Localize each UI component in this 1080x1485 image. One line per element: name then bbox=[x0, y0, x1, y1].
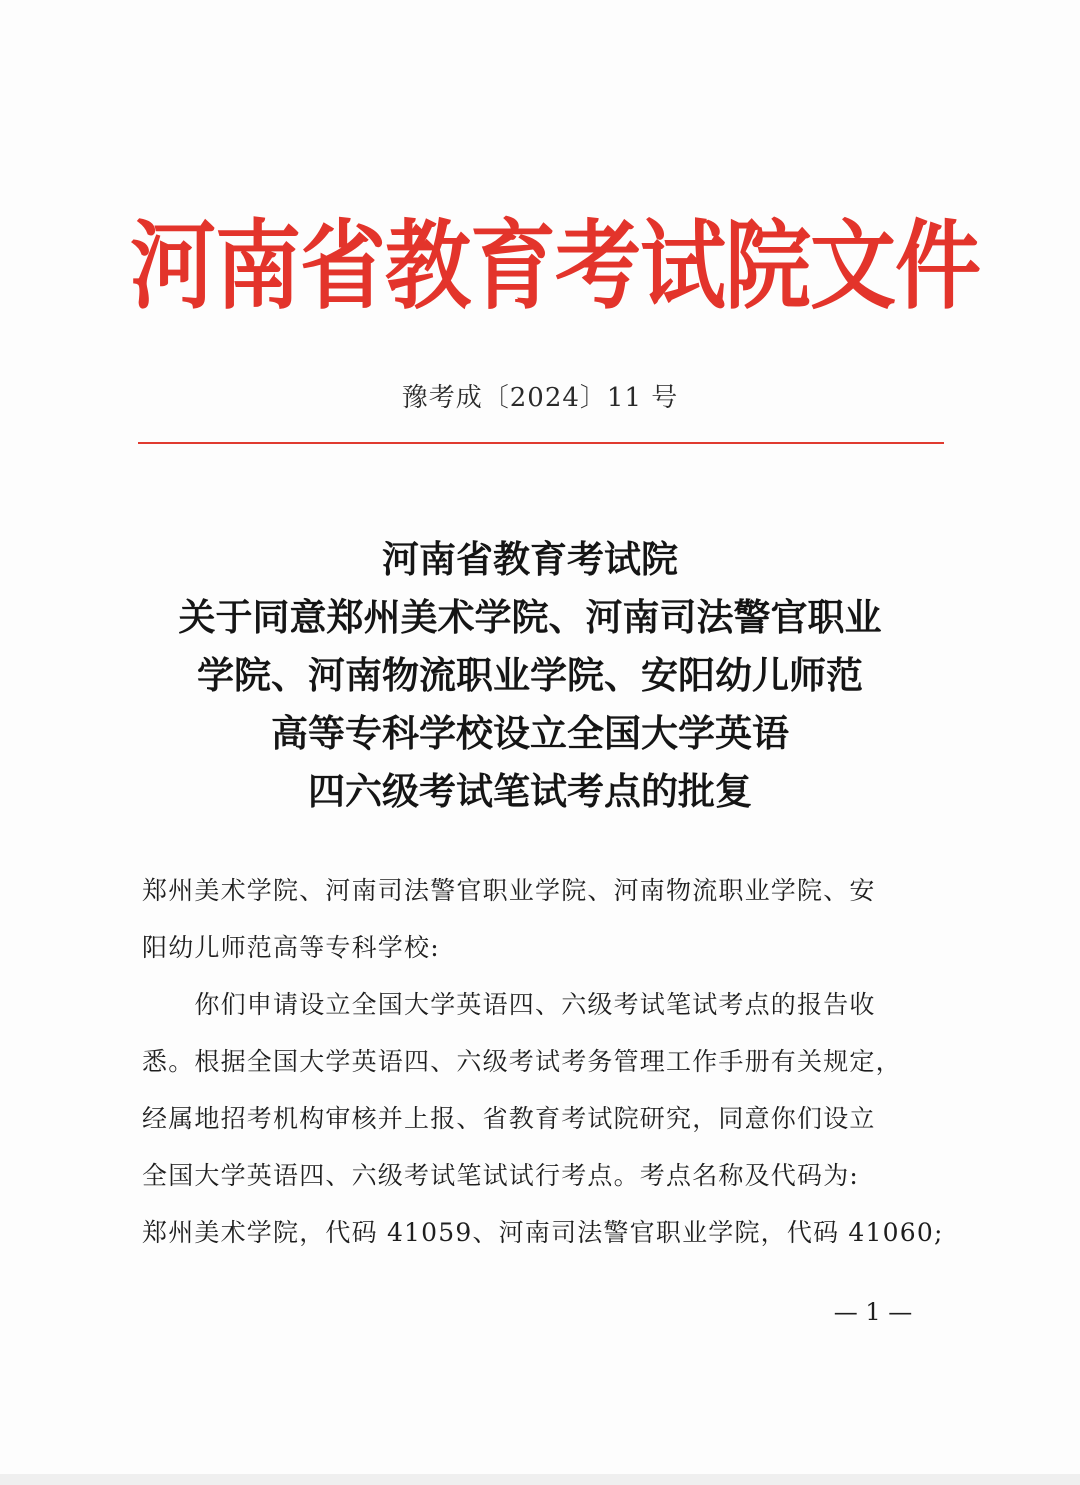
document-title bbox=[130, 530, 930, 820]
body-line-5: 经属地招考机构审核并上报、省教育考试院研究，同意你们设立 bbox=[142, 1104, 876, 1133]
title-line-4: 高等专科学校设立全国大学英语 bbox=[271, 711, 789, 755]
title-line-2: 关于同意郑州美术学院、河南司法警官职业 bbox=[178, 595, 882, 639]
body-line-7: 郑州美术学院，代码 41059、河南司法警官职业学院，代码 41060; bbox=[142, 1218, 944, 1247]
red-divider-line bbox=[138, 442, 944, 444]
page-number: — 1 — bbox=[833, 1298, 913, 1326]
body-line-6: 全国大学英语四、六级考试笔试试行考点。考点名称及代码为: bbox=[142, 1161, 860, 1190]
title-line-5: 四六级考试笔试考点的批复 bbox=[308, 769, 752, 813]
document-body bbox=[142, 862, 944, 1261]
document-header-title: 河南省教育考试院文件 bbox=[130, 210, 980, 324]
body-line-2: 阳幼儿师范高等专科学校: bbox=[142, 933, 440, 962]
body-line-4: 悉。根据全国大学英语四、六级考试考务管理工作手册有关规定， bbox=[142, 1047, 902, 1076]
body-line-3: 你们申请设立全国大学英语四、六级考试笔试考点的报告收 bbox=[142, 990, 876, 1019]
body-line-1: 郑州美术学院、河南司法警官职业学院、河南物流职业学院、安 bbox=[142, 876, 876, 905]
title-line-1: 河南省教育考试院 bbox=[382, 537, 678, 581]
document-number: 豫考成〔2024〕11 号 bbox=[401, 383, 679, 413]
title-line-3: 学院、河南物流职业学院、安阳幼儿师范 bbox=[197, 653, 863, 697]
